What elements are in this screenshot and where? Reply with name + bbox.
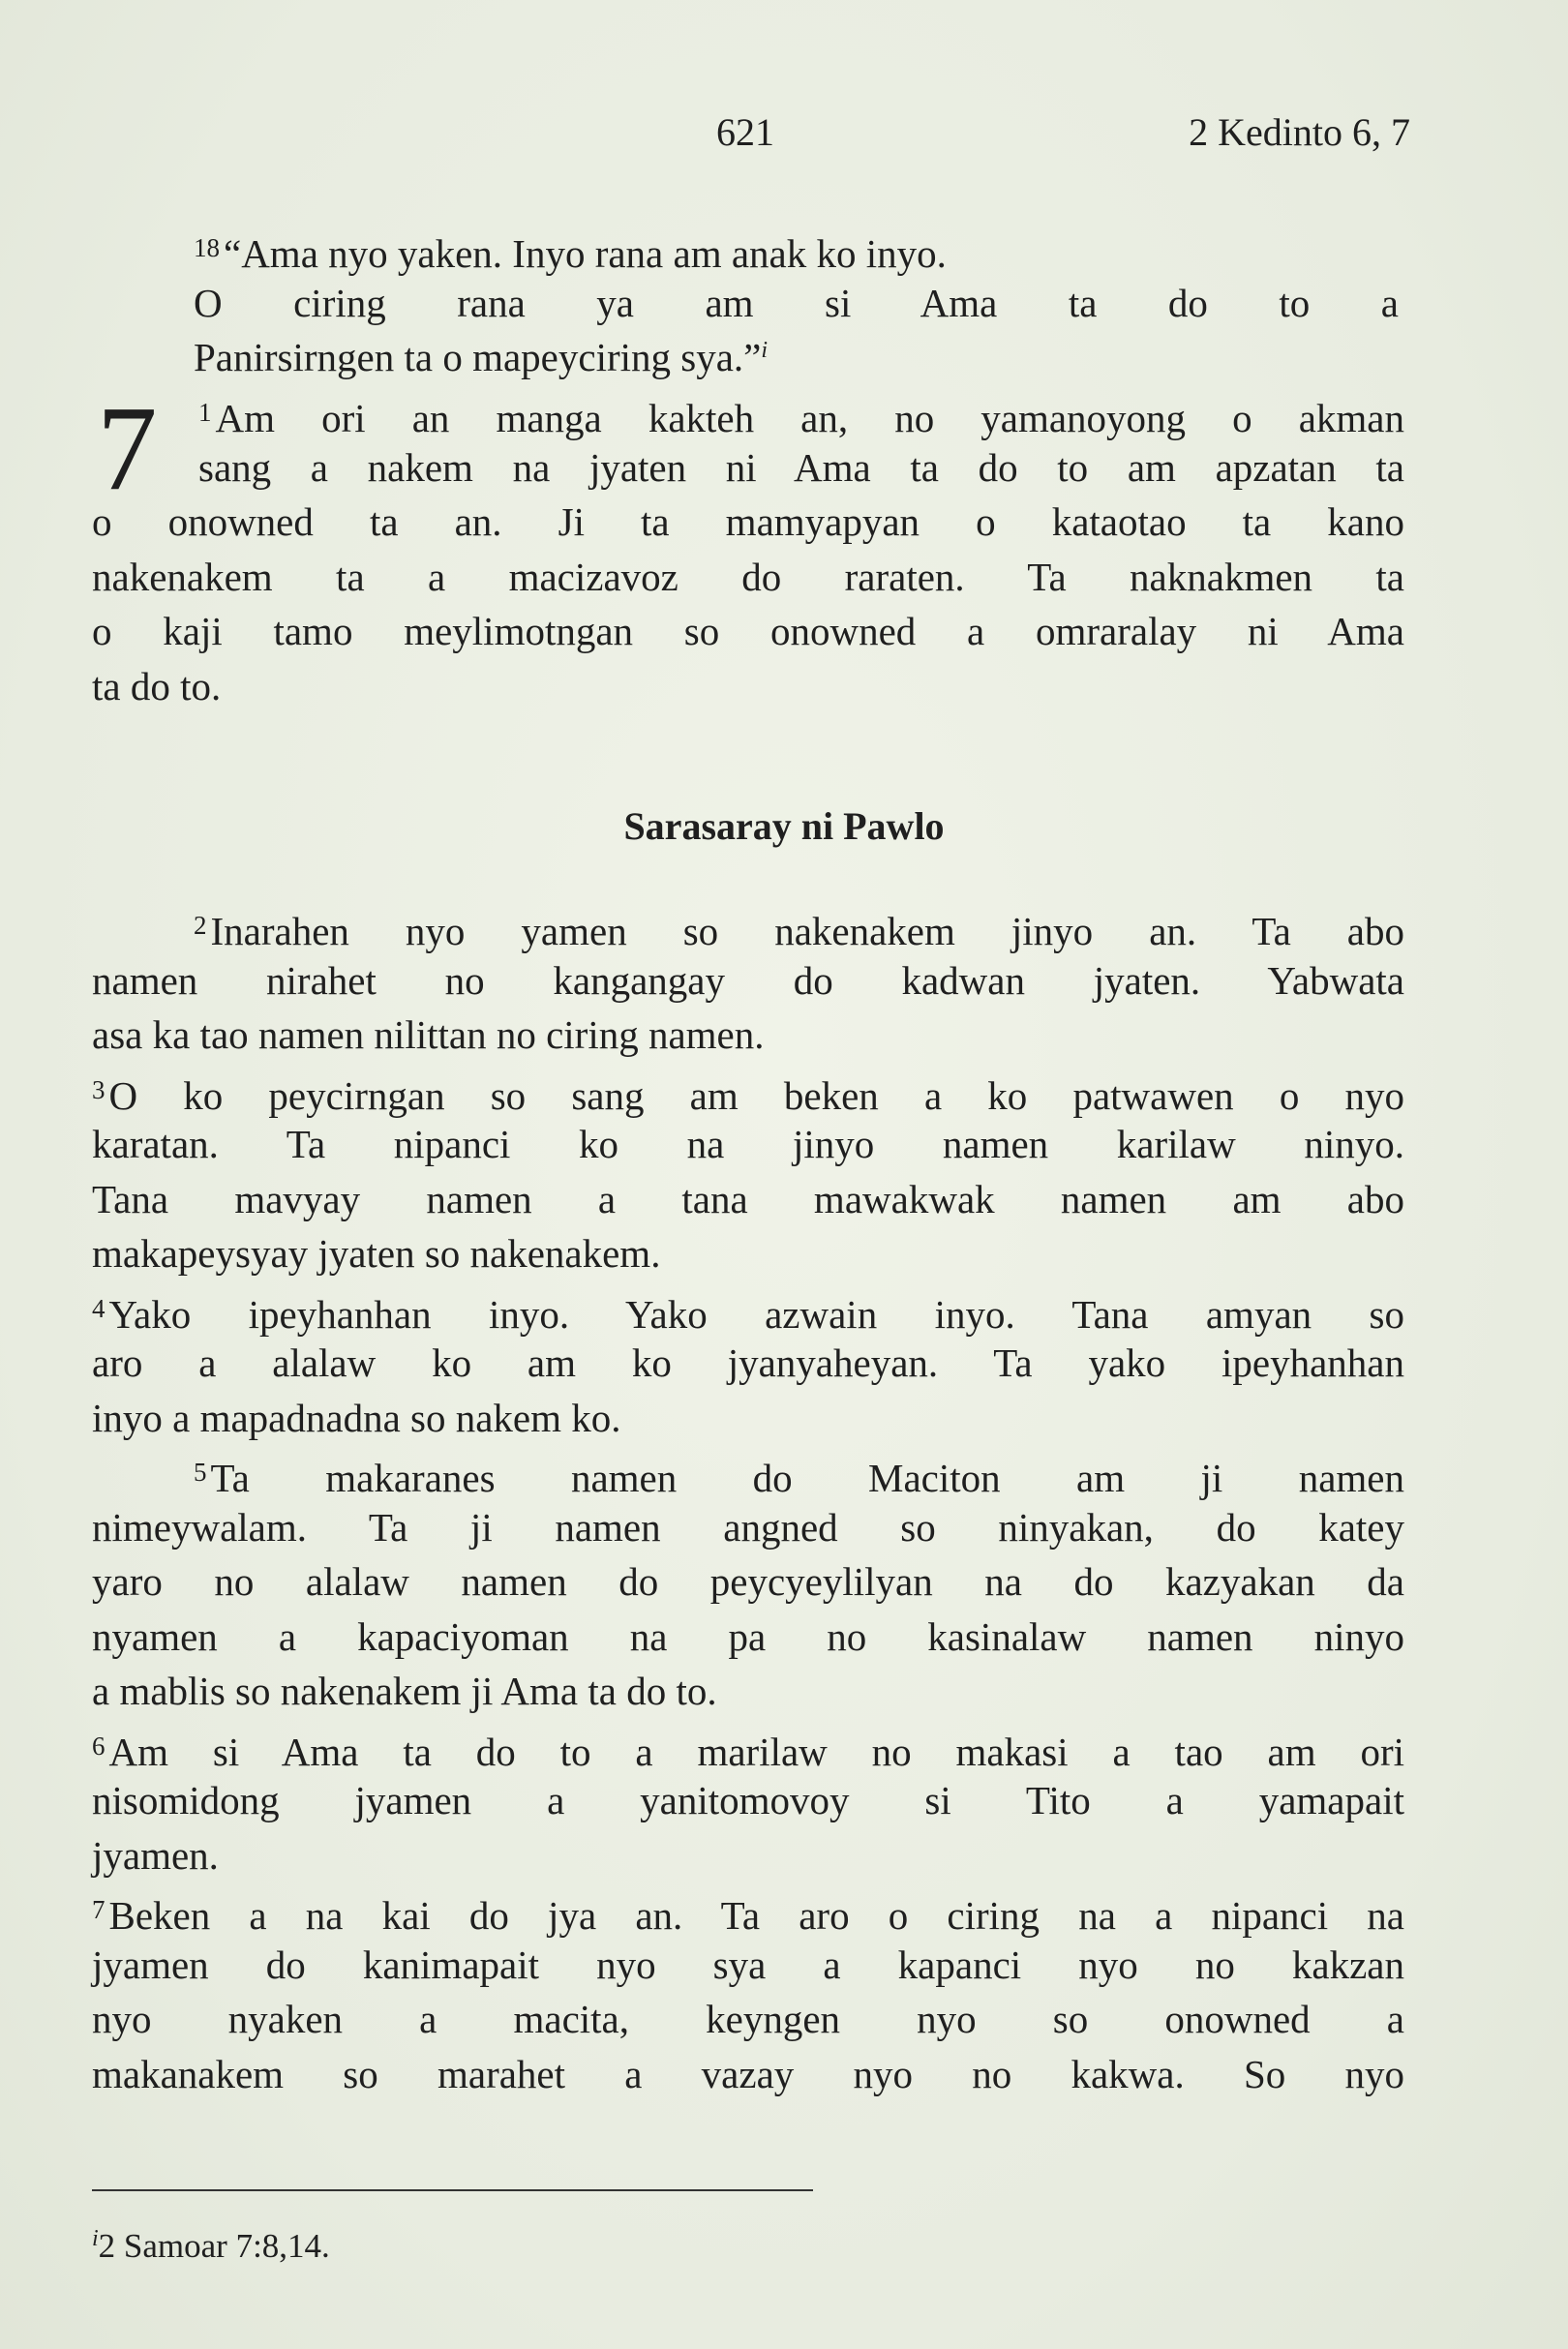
verse-7-line-4: makanakem so marahet a vazay nyo no kakwa. So nyo	[92, 2051, 1404, 2096]
verse-number: 5	[194, 1458, 207, 1487]
verse-18-block	[92, 221, 1404, 385]
verse-5-line-4: nyamen a kapaciyoman na pa no kasinalaw namen ninyo	[92, 1613, 1404, 1659]
verse-number: 1	[198, 398, 212, 427]
chapter-reference: 2 Kedinto 6, 7	[1189, 110, 1410, 154]
verse-2-line-1: $^2$Inarahen nyo yamen so nakenakem jinyo an. Ta abo	[194, 909, 1404, 953]
verse-number: 7	[92, 1895, 106, 1924]
verse-1-line-3: o onowned ta an. Ji ta mamyapyan o kataotao ta kano	[92, 499, 1404, 544]
footnote-mark: i	[92, 2226, 99, 2251]
footnote-divider	[92, 2189, 813, 2191]
verse-number: 6	[92, 1731, 106, 1761]
verse-3-line-4: makapeysyay jyaten so nakenakem.	[92, 1231, 661, 1276]
verses-body	[92, 898, 1404, 2101]
verse-1-line-2: sang a nakem na jyaten ni Ama ta do to am apzatan ta	[198, 444, 1404, 490]
verse-7-line-2: jyamen do kanimapait nyo sya a kapanci nyo no kakzan	[92, 1942, 1404, 1987]
verse-18-line-1: $^{18}$“Ama nyo yaken. Inyo rana am anak ko inyo.	[194, 231, 947, 276]
verse-number: 4	[92, 1293, 106, 1323]
verse-5-line-5: a mablis so nakenakem ji Ama ta do to.	[92, 1669, 717, 1713]
verse-18-line-2: O ciring rana ya am si Ama ta do to a	[194, 280, 1399, 325]
section-heading: Sarasaray ni Pawlo	[623, 804, 945, 848]
verse-2-line-2: namen nirahet no kangangay do kadwan jyaten. Yabwata	[92, 957, 1404, 1003]
verse-6-line-1: $^6$Am si Ama ta do to a marilaw no makasi a tao am ori	[92, 1729, 1404, 1774]
verse-number: 2	[194, 911, 207, 940]
footnote-text: 2 Samoar 7:8,14.	[98, 2227, 330, 2265]
footnote	[92, 2216, 330, 2269]
verse-4-line-1: $^4$Yako ipeyhanhan inyo. Yako azwain inyo. Tana amyan so	[92, 1291, 1404, 1337]
verse-number: 3	[92, 1074, 106, 1104]
verse-4-line-3: inyo a mapadnadna so nakem ko.	[92, 1395, 621, 1440]
verse-number: 18	[194, 233, 220, 262]
verse-1-line-4: nakenakem ta a macizavoz do raraten. Ta naknakmen ta	[92, 554, 1404, 599]
running-head	[92, 108, 1410, 157]
chapter-7-verse-1	[92, 382, 1404, 713]
verse-7-line-3: nyo nyaken a macita, keyngen nyo so onowned a	[92, 1997, 1404, 2041]
footnote-reference: i	[761, 338, 769, 363]
verse-5-line-3: yaro no alalaw namen do peycyeylilyan na do kazyakan da	[92, 1559, 1404, 1604]
chapter-number: 7	[97, 382, 158, 516]
verse-6-line-2: nisomidong jyamen a yanitomovoy si Tito a yamapait	[92, 1778, 1404, 1822]
verse-6-line-3: jyamen.	[92, 1832, 219, 1878]
verse-18-line-3: Panirsirngen ta o mapeyciring sya.”$^i$	[194, 335, 769, 379]
verse-1-line-1: $^1$Am ori an manga kakteh an, no yamanoyong o akman	[198, 396, 1404, 440]
verse-2-line-3: asa ka tao namen nilittan no ciring namen.	[92, 1012, 765, 1057]
verse-3-line-3: Tana mavyay namen a tana mawakwak namen am abo	[92, 1176, 1404, 1221]
verse-4-line-2: aro a alalaw ko am ko jyanyaheyan. Ta yako ipeyhanhan	[92, 1340, 1404, 1385]
page-number: 621	[716, 110, 774, 154]
verse-7-line-1: $^7$Beken a na kai do jya an. Ta aro o ciring na a nipanci na	[92, 1893, 1404, 1938]
verse-1-line-6: ta do to.	[92, 663, 222, 708]
verse-5-line-2: nimeywalam. Ta ji namen angned so ninyakan, do katey	[92, 1504, 1404, 1550]
verse-3-line-1: $^3$O ko peycirngan so sang am beken a ko patwawen o nyo	[92, 1072, 1404, 1118]
verse-3-line-2: karatan. Ta nipanci ko na jinyo namen karilaw ninyo.	[92, 1122, 1404, 1166]
verse-5-line-1: $^5$Ta makaranes namen do Maciton am ji namen	[194, 1456, 1404, 1500]
verse-1-line-5: o kaji tamo meylimotngan so onowned a omraralay ni Ama	[92, 609, 1404, 653]
